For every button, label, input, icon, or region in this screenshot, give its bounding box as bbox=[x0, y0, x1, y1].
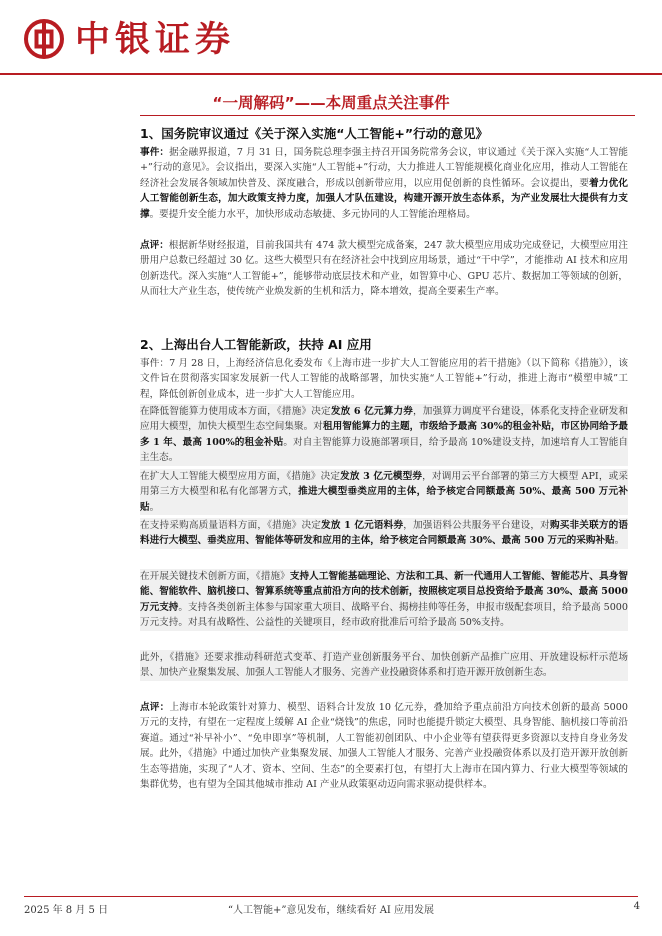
event-label: 事件： bbox=[140, 147, 170, 158]
topic2-other-measures-paragraph: 此外，《措施》还要求推动科研范式变革、打造产业创新服务平台、加快创新产品推广应用、开放建设标杆示范场景、加快产业聚集发展、加强人工智能人才服务、完善产业投融资体系和打造开源开放创新生态。 bbox=[140, 650, 628, 681]
highlight: 支持人工智能基础理论、方法和工具、新一代通用人工智能、智能芯片、具身智能、智能软件、脑机接口、智算系统等重点前沿方向的技术创新，按照核定项目总投资给予最高 30%、最高 5000 万元支持 bbox=[140, 571, 628, 613]
highlight: 租用智能算力的主题，市级给予最高 30%的租金补贴，市区协同给予最多 1 年、最高 100%的租金补贴 bbox=[140, 421, 628, 448]
event-text-bold: 着力优化人工智能创新生态，加大政策支持力度，加强人才队伍建设，构建开源开放生态体系，为产业发展壮大提供有力支撑 bbox=[140, 177, 629, 220]
event-text-1: 据金融界报道，7 月 31 日，国务院总理李强主持召开国务院常务会议，审议通过《关于深入实施“人工智能+”行动的意见》。会议指出，要深入实施“人工智能+”行动，大力推进人工智能规模化商业化应用，推动人工智能在经济社会发展各领域加快普及、深度融合，形成以创新带应用，以应用促创新的良性循环。会议提出，要 bbox=[140, 147, 629, 189]
event-text-2: 。要提升安全能力水平，加快形成动态敏捷、多元协同的人工智能治理格局。 bbox=[149, 208, 476, 220]
highlight: 购买非关联方的语料进行大模型、垂类应用、智能体等研发和应用的主体，给予核定合同额最高 30%、最高 500 万元的采购补贴 bbox=[140, 520, 629, 547]
footer-divider bbox=[24, 896, 638, 897]
footer-date: 2025 年 8 月 5 日 bbox=[24, 905, 109, 916]
topic2-innovation-paragraph bbox=[140, 569, 628, 631]
highlight: 推进大模型垂类应用的主体，给予核定合同额最高 50%、最高 500 万元补贴 bbox=[140, 486, 629, 513]
section-title: “一周解码”——本周重点关注事件 bbox=[212, 94, 450, 112]
topic2-corpus-paragraph bbox=[140, 518, 628, 549]
highlight: 发放 1 亿元语料券 bbox=[321, 520, 404, 531]
comment-label: 点评： bbox=[140, 240, 169, 251]
section-title-divider bbox=[140, 115, 635, 116]
page-header bbox=[0, 0, 662, 75]
topic2-comment-paragraph bbox=[140, 700, 628, 792]
boc-logo-icon bbox=[24, 19, 64, 59]
page-number: 4 bbox=[633, 901, 640, 912]
topic2-heading: 2、上海出台人工智能新政，扶持 AI 应用 bbox=[140, 337, 372, 352]
text: 。支持各类创新主体参与国家重大项目、战略平台、揭榜挂帅等任务，申报市级配套项目，给予最高 5000 万元支持。对具有战略性、公益性的关键项目，经市政府批准后可给予最高 50%支持。 bbox=[140, 601, 629, 629]
header-divider bbox=[0, 73, 662, 75]
brand-name: 中银证券 bbox=[75, 20, 236, 60]
topic2-event-paragraph: 事件：7 月 28 日，上海经济信息化委发布《上海市进一步扩大人工智能应用的若干措施》（以下简称《措施》），该文件旨在贯彻落实国家发展新一代人工智能的战略部署，加快实施“人工智能+”行动，推进上海市“模塑申城”工程，降低创新创业成本，进一步扩大人工智能应用。 bbox=[140, 358, 628, 400]
text: 。 bbox=[614, 535, 625, 547]
highlight: 发放 6 亿元算力券 bbox=[330, 406, 414, 417]
comment-text: 上海市本轮政策针对算力、模型、语料合计发放 10 亿元券，叠加给予重点前沿方向技术创新的最高 5000 万元的支持，有望在一定程度上缓解 AI 企业“烧钱”的焦虑，同时也能提升锁定大模型、具身智能、脑机接口等前沿赛道。通过“补早补小”、“免申即享”等机制，人工智能初创团队、中小企业等有望获得更多资源以支持自身业务发展。此外，《措施》中通过加快产业集聚发展、加强人工智能人才服务、完善产业投融资体系以及打造开源开放创新生态等措施，实现了“人才、资本、空间、生态”的全要素打包，有望打大上海市在国内算力、行业大模型等领域的集群优势，也有望为全国其他城市推动 AI 产业从政策驱动迈向需求驱动提供样本。 bbox=[140, 702, 628, 791]
text: ，加强算力调度平台建设，体系化支持企业研发和应用大模型，加快大模型生态空间集聚。对 bbox=[140, 406, 629, 433]
text: 。对自主智能算力设施部署项目，给予最高 10%建设支持，加速培育人工智能自主生态。 bbox=[140, 436, 628, 464]
text: 在开展关键技术创新方面，《措施》 bbox=[140, 571, 290, 582]
comment-text: 根据新华财经报道，目前我国共有 474 款大模型完成备案，247 款大模型应用成功完成登记，大模型应用注册用户总数已经超过 30 亿。这些大模型只有在经济社会中找到应用场景，通过“干中学”，才能推动 AI 技术和应用创新迭代。深入实施“人工智能+”，能够带动底层技术和产业，如智算中心、GPU 芯片、数据加工等领域的创新，从而壮大产业生态，使传统产业焕发新的生机和活力，降本增效，提高全要素生产率。 bbox=[140, 240, 628, 298]
topic1-event-paragraph bbox=[140, 145, 628, 222]
topic2-compute-paragraph bbox=[140, 404, 628, 466]
text: 在支持采购高质量语料方面，《措施》决定 bbox=[140, 520, 322, 531]
text: ，加强语料公共服务平台建设，对 bbox=[403, 520, 550, 531]
comment-label: 点评： bbox=[140, 702, 170, 713]
topic1-heading: 1、国务院审议通过《关于深入实施“人工智能+”行动的意见》 bbox=[140, 126, 489, 141]
text: ，对调用云平台部署的第三方大模型 API，或采用第三方大模型和私有化部署方式， bbox=[140, 471, 628, 498]
topic2-model-paragraph bbox=[140, 469, 628, 515]
text: 。 bbox=[149, 501, 160, 513]
text: 在降低智能算力使用成本方面，《措施》决定 bbox=[140, 406, 331, 417]
topic1-comment-paragraph bbox=[140, 238, 628, 300]
footer-title: “人工智能+”意见发布，继续看好 AI 应用发展 bbox=[227, 905, 435, 916]
highlight: 发放 3 亿元模型券 bbox=[340, 471, 423, 482]
text: 在扩大人工智能大模型应用方面，《措施》决定 bbox=[140, 471, 341, 482]
